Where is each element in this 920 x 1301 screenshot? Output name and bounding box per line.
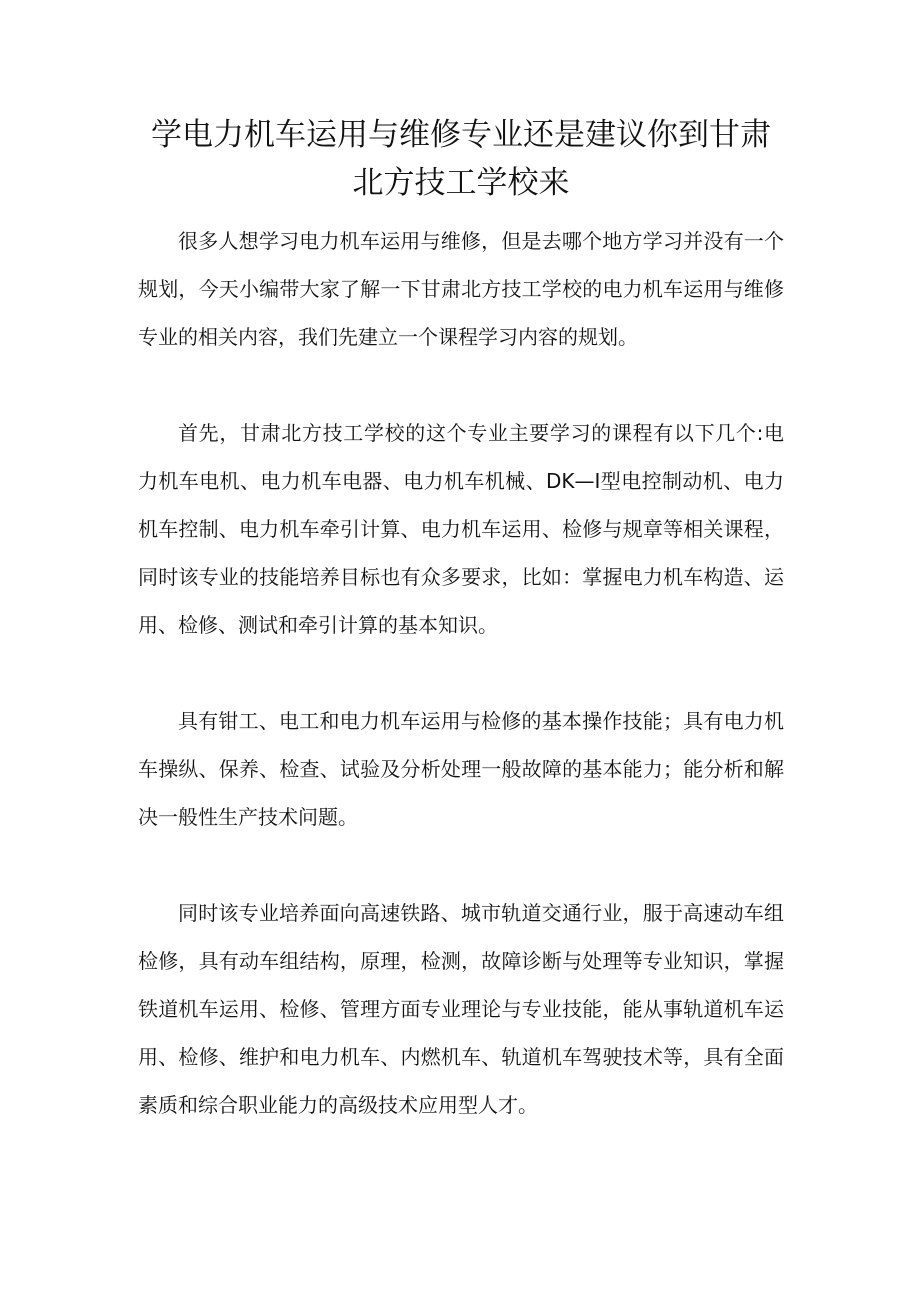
paragraph-intro: 很多人想学习电力机车运用与维修，但是去哪个地方学习并没有一个规划，今天小编带大家了解一下甘肃北方技工学校的电力机车运用与维修专业的相关内容，我们先建立一个课程学习内容的规划。 xyxy=(138,229,784,349)
document-page xyxy=(138,0,784,1301)
paragraph-courses: 首先，甘肃北方技工学校的这个专业主要学习的课程有以下几个:电力机车电机、电力机车电器、电力机车机械、DK—I型电控制动机、电力机车控制、电力机车牵引计算、电力机车运用、检修与规章等相关课程，同时该专业的技能培养目标也有众多要求，比如：掌握电力机车构造、运用、检修、测试和牵引计算的基本知识。 xyxy=(138,421,784,637)
paragraph-career: 同时该专业培养面向高速铁路、城市轨道交通行业，服于高速动车组检修，具有动车组结构，原理，检测，故障诊断与处理等专业知识，掌握铁道机车运用、检修、管理方面专业理论与专业技能，能从事轨道机车运用、检修、维护和电力机车、内燃机车、轨道机车驾驶技术等，具有全面素质和综合职业能力的高级技术应用型人才。 xyxy=(138,901,784,1117)
paragraph-skills: 具有钳工、电工和电力机车运用与检修的基本操作技能；具有电力机车操纵、保养、检查、试验及分析处理一般故障的基本能力；能分析和解决一般性生产技术问题。 xyxy=(138,709,784,829)
document-title: 学电力机车运用与维修专业还是建议你到甘肃北方技工学校来 xyxy=(151,117,771,201)
